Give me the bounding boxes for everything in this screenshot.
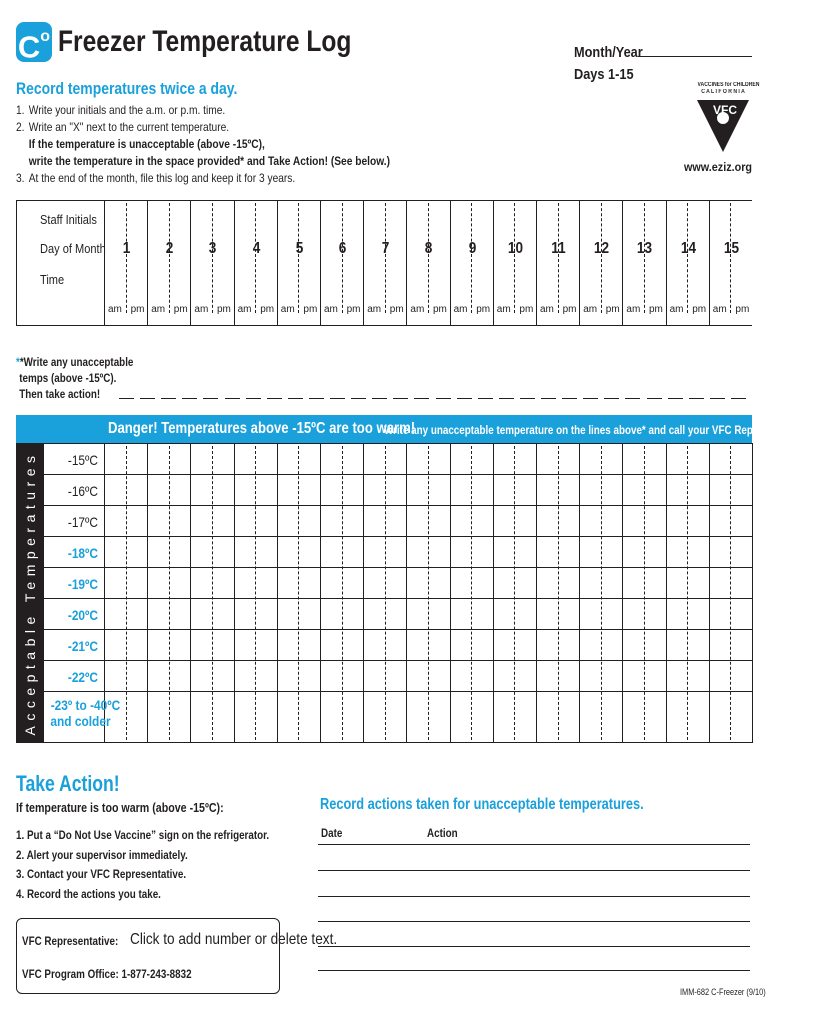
pm-label: pm xyxy=(130,304,145,315)
unacceptable-temp-entry-line[interactable] xyxy=(119,398,134,399)
unacceptable-temp-entry-line[interactable] xyxy=(604,398,619,399)
day-number: 5 xyxy=(295,240,304,257)
date-column-header: Date xyxy=(321,826,343,840)
temp-half-divider xyxy=(428,446,429,740)
half-day-divider xyxy=(558,203,559,313)
am-label: am xyxy=(540,304,554,315)
day-number: 13 xyxy=(637,240,653,257)
am-label: am xyxy=(583,304,598,315)
day-column-divider xyxy=(536,200,537,326)
day-column-divider xyxy=(363,200,364,326)
instruction-item: 2. Write an "X" next to the current temperature. xyxy=(16,120,230,134)
vfc-shield-icon xyxy=(693,96,753,154)
action-column-header: Action xyxy=(427,826,458,840)
unacceptable-temp-entry-line[interactable] xyxy=(414,398,429,399)
am-label: am xyxy=(237,304,252,315)
day-column-divider xyxy=(277,200,278,326)
pm-label: pm xyxy=(562,304,577,315)
half-day-divider xyxy=(298,203,299,313)
temp-row-label: -20ºC xyxy=(67,607,98,623)
action-step: 4. Record the actions you take. xyxy=(16,886,161,901)
am-label: am xyxy=(669,304,684,315)
temp-column-divider xyxy=(190,443,191,743)
temp-half-divider xyxy=(514,446,515,740)
pm-label: pm xyxy=(735,304,750,315)
temp-row-divider xyxy=(44,660,752,661)
unacceptable-temp-entry-line[interactable] xyxy=(541,398,556,399)
temp-row-label: -21ºC xyxy=(67,638,98,654)
temp-half-divider xyxy=(298,446,299,740)
temp-column-divider xyxy=(622,443,623,743)
am-label: am xyxy=(280,304,295,315)
day-number: 8 xyxy=(425,240,433,257)
am-label: am xyxy=(108,304,122,315)
unacceptable-temp-entry-line[interactable] xyxy=(668,398,683,399)
day-number: 4 xyxy=(252,240,260,257)
temp-column-divider xyxy=(320,443,321,743)
temp-column-divider xyxy=(579,443,580,743)
too-warm-condition: If temperature is too warm (above -15ºC): xyxy=(16,800,224,815)
month-year-field[interactable] xyxy=(638,56,752,57)
half-day-divider xyxy=(471,203,472,313)
am-label: am xyxy=(194,304,209,315)
am-label: am xyxy=(453,304,468,315)
vfc-rep-number-field[interactable]: Click to add number or delete text. xyxy=(130,931,338,948)
record-action-line[interactable] xyxy=(318,844,750,845)
pm-label: pm xyxy=(649,304,663,315)
am-label: am xyxy=(496,304,511,315)
temp-column-divider xyxy=(363,443,364,743)
temp-column-divider xyxy=(536,443,537,743)
unacceptable-temp-entry-line[interactable] xyxy=(436,398,451,399)
temp-row-label: -18ºC xyxy=(67,545,98,561)
unacceptable-temps-note: **Write any unacceptable temps (above -15ºC). Then take action! xyxy=(16,355,134,401)
day-number: 15 xyxy=(723,240,739,257)
temp-half-divider xyxy=(385,446,386,740)
day-column-divider xyxy=(147,200,148,326)
am-label: am xyxy=(712,304,727,315)
temp-row-divider xyxy=(44,567,752,568)
day-number: 10 xyxy=(507,240,523,257)
unacceptable-temp-entry-line[interactable] xyxy=(583,398,598,399)
action-step: 1. Put a “Do Not Use Vaccine” sign on the refrigerator. xyxy=(16,828,270,842)
day-number: 12 xyxy=(594,240,610,257)
temp-row-label: -17ºC xyxy=(67,514,98,530)
temp-column-divider xyxy=(277,443,278,743)
temp-half-divider xyxy=(212,446,213,740)
pm-label: pm xyxy=(346,304,361,315)
pm-label: pm xyxy=(476,304,491,315)
instruction-item: 3. At the end of the month, file this log and keep it for 3 years. xyxy=(16,171,296,185)
record-actions-heading: Record actions taken for unacceptable temperatures. xyxy=(320,796,644,813)
half-day-divider xyxy=(601,203,602,313)
pm-label: pm xyxy=(389,304,404,315)
am-label: am xyxy=(367,304,382,315)
pm-label: pm xyxy=(519,304,534,315)
unacceptable-temp-entry-line[interactable] xyxy=(625,398,640,399)
half-day-divider xyxy=(212,203,213,313)
unacceptable-temp-entry-line[interactable] xyxy=(647,398,662,399)
temp-column-divider xyxy=(450,443,451,743)
form-number: IMM-682 C-Freezer (9/10) xyxy=(680,987,766,997)
unacceptable-temp-entry-line[interactable] xyxy=(393,398,408,399)
day-column-divider xyxy=(104,200,105,326)
temp-row-label: -19ºC xyxy=(67,576,98,592)
month-year-label: Month/Year xyxy=(574,44,643,61)
temp-half-divider xyxy=(255,446,256,740)
danger-heading: Danger! Temperatures above -15ºC are too warm! xyxy=(108,420,416,437)
action-step: 2. Alert your supervisor immediately. xyxy=(16,847,188,862)
pm-label: pm xyxy=(173,304,188,315)
vfc-logo-text: VFC xyxy=(713,103,737,117)
unacceptable-temp-entry-line[interactable] xyxy=(499,398,514,399)
day-number: 1 xyxy=(122,240,131,257)
pm-label: pm xyxy=(303,304,318,315)
danger-instruction: Write any unacceptable temperature on the lines above* and call your VFC Rep immediately! xyxy=(384,423,816,437)
temp-row-divider xyxy=(44,691,752,692)
action-steps xyxy=(16,826,269,904)
temp-half-divider xyxy=(601,446,602,740)
unacceptable-temp-entry-line[interactable] xyxy=(225,398,240,399)
instructions-list xyxy=(16,102,390,187)
acceptable-temperatures-sidebar: Acceptable Temperatures xyxy=(16,443,44,743)
temp-column-divider xyxy=(752,443,753,743)
day-number: 14 xyxy=(680,240,696,257)
pm-label: pm xyxy=(692,304,707,315)
day-column-divider xyxy=(579,200,580,326)
day-column-divider xyxy=(622,200,623,326)
half-day-divider xyxy=(730,203,731,313)
day-number: 6 xyxy=(338,240,347,257)
day-column-divider xyxy=(450,200,451,326)
unacceptable-temp-entry-line[interactable] xyxy=(267,398,282,399)
unacceptable-temp-entry-line[interactable] xyxy=(288,398,303,399)
days-range-label: Days 1-15 xyxy=(574,66,634,83)
unacceptable-temp-entry-line[interactable] xyxy=(562,398,577,399)
temp-column-divider xyxy=(493,443,494,743)
temp-half-divider xyxy=(730,446,731,740)
vfc-rep-label: VFC Representative: xyxy=(22,934,119,948)
temperature-grid xyxy=(44,443,752,743)
temp-row-divider xyxy=(44,598,752,599)
unacceptable-temp-entry-line[interactable] xyxy=(351,398,366,399)
danger-banner xyxy=(16,415,816,443)
temp-row-divider xyxy=(44,629,752,630)
temp-range-label: -23º to -40ºC xyxy=(50,697,121,713)
day-number: 3 xyxy=(209,240,217,257)
record-action-line[interactable] xyxy=(318,921,750,922)
half-day-divider xyxy=(428,203,429,313)
unacceptable-temp-entry-line[interactable] xyxy=(457,398,472,399)
take-action-heading: Take Action! xyxy=(16,771,120,796)
record-action-line[interactable] xyxy=(318,870,750,871)
page-title: Freezer Temperature Log xyxy=(58,25,352,58)
half-day-divider xyxy=(687,203,688,313)
temp-range-label-2: and colder xyxy=(50,713,111,729)
day-column-divider xyxy=(666,200,667,326)
unacceptable-temp-entry-line[interactable] xyxy=(478,398,493,399)
pm-label: pm xyxy=(217,304,231,315)
half-day-divider xyxy=(169,203,170,313)
unacceptable-temp-entry-line[interactable] xyxy=(731,398,746,399)
instructions-heading: Record temperatures twice a day. xyxy=(16,79,238,98)
half-day-divider xyxy=(342,203,343,313)
temp-row-divider xyxy=(44,536,752,537)
pm-label: pm xyxy=(260,304,275,315)
unacceptable-temp-entry-line[interactable] xyxy=(246,398,261,399)
temp-row-divider xyxy=(44,505,752,506)
temp-half-divider xyxy=(169,446,170,740)
temp-row-label: -22ºC xyxy=(67,669,98,685)
temp-column-divider xyxy=(709,443,710,743)
record-action-line[interactable] xyxy=(318,896,750,897)
unacceptable-temp-entry-line[interactable] xyxy=(372,398,387,399)
temp-row-label: -16ºC xyxy=(67,483,98,499)
unacceptable-temp-entry-line[interactable] xyxy=(182,398,197,399)
staff-initials-label: Staff Initials xyxy=(40,212,97,227)
unacceptable-temp-entry-line[interactable] xyxy=(520,398,535,399)
temp-half-divider xyxy=(644,446,645,740)
vfc-logo: VACCINES for CHILDREN C A L I F O R N I A VFC xyxy=(693,82,753,162)
am-label: am xyxy=(626,304,641,315)
day-number: 7 xyxy=(381,240,390,257)
action-step: 3. Contact your VFC Representative. xyxy=(16,867,187,881)
temp-row-label: -15ºC xyxy=(67,452,98,468)
am-label: am xyxy=(324,304,338,315)
half-day-divider xyxy=(644,203,645,313)
unacceptable-temp-entry-line[interactable] xyxy=(309,398,324,399)
instruction-item: write the temperature in the space provided* and Take Action! (See below.) xyxy=(28,154,390,168)
day-column-divider xyxy=(234,200,235,326)
day-column-divider xyxy=(709,200,710,326)
temp-half-divider xyxy=(471,446,472,740)
half-day-divider xyxy=(126,203,127,313)
temp-column-divider xyxy=(147,443,148,743)
unacceptable-temp-entry-line[interactable] xyxy=(161,398,176,399)
day-number: 11 xyxy=(551,240,566,257)
temp-half-divider xyxy=(342,446,343,740)
temp-half-divider xyxy=(126,446,127,740)
website-link[interactable]: www.eziz.org xyxy=(684,160,753,174)
unacceptable-temp-entry-line[interactable] xyxy=(140,398,155,399)
day-number: 2 xyxy=(165,240,174,257)
instruction-item: 1. Write your initials and the a.m. or p.m. time. xyxy=(16,103,226,117)
unacceptable-temp-entry-line[interactable] xyxy=(710,398,725,399)
unacceptable-temp-entry-line[interactable] xyxy=(689,398,704,399)
instruction-item: If the temperature is unacceptable (above -15ºC), xyxy=(28,137,265,151)
time-label: Time xyxy=(40,272,65,287)
logo-c-icon: $C^o$ xyxy=(16,22,52,62)
am-label: am xyxy=(151,304,166,315)
half-day-divider xyxy=(255,203,256,313)
day-column-divider xyxy=(320,200,321,326)
day-column-divider xyxy=(406,200,407,326)
day-number: 9 xyxy=(468,240,476,257)
temp-half-divider xyxy=(687,446,688,740)
day-column-divider xyxy=(493,200,494,326)
temp-column-divider xyxy=(666,443,667,743)
record-action-line[interactable] xyxy=(318,946,750,947)
temp-row-divider xyxy=(44,474,752,475)
unacceptable-temp-entry-line[interactable] xyxy=(203,398,218,399)
day-of-month-label: Day of Month xyxy=(40,241,106,256)
am-label: am xyxy=(410,304,425,315)
pm-label: pm xyxy=(605,304,620,315)
record-action-line[interactable] xyxy=(318,970,750,971)
pm-label: pm xyxy=(433,304,447,315)
unacceptable-temp-entry-line[interactable] xyxy=(330,398,345,399)
temp-half-divider xyxy=(558,446,559,740)
temp-column-divider xyxy=(406,443,407,743)
vfc-program-office: VFC Program Office: 1-877-243-8832 xyxy=(22,967,192,981)
half-day-divider xyxy=(385,203,386,313)
day-column-divider xyxy=(190,200,191,326)
half-day-divider xyxy=(514,203,515,313)
temp-column-divider xyxy=(234,443,235,743)
